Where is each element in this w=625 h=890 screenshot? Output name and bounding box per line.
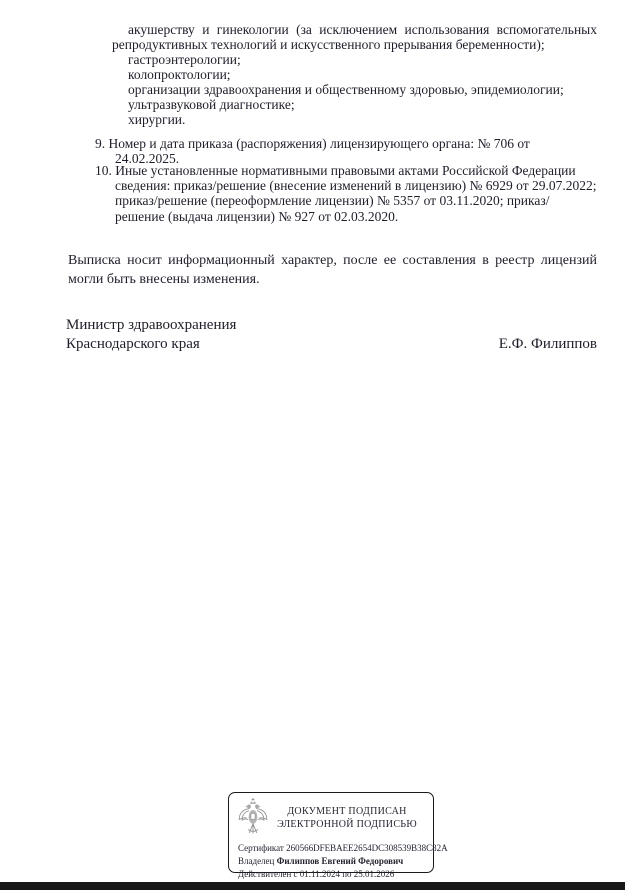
service-item: организации здравоохранения и общественному здоровью, эпидемиологии; bbox=[128, 82, 564, 97]
service-item: ультразвуковой диагностике; bbox=[128, 97, 295, 112]
certificate-line: Сертификат 260566DFEBAEE2654DC308539B38C82A bbox=[238, 843, 448, 853]
signer-position-line1: Министр здравоохранения bbox=[66, 317, 237, 333]
service-item: колопроктологии; bbox=[128, 67, 231, 82]
signer-position-line2: Краснодарского края bbox=[66, 336, 200, 352]
signer-name: Е.Ф. Филиппов bbox=[498, 336, 597, 352]
clause-10 bbox=[95, 163, 597, 224]
signature-block bbox=[66, 316, 597, 354]
services-intro: акушерству и гинекологии (за исключением использования вспомогательных репродуктивных технологий и искусственного прерывания беременности); bbox=[112, 22, 597, 52]
clause-text: Номер и дата приказа (распоряжения) лицензирующего органа: № 706 от 24.02.2025. bbox=[108, 136, 530, 167]
stamp-title-line1: ДОКУМЕНТ ПОДПИСАН bbox=[287, 806, 407, 817]
validity-line: Действителен с 01.11.2024 по 25.01.2026 bbox=[238, 869, 395, 879]
service-item: гастроэнтерологии; bbox=[128, 52, 241, 67]
stamp-title bbox=[269, 805, 425, 831]
certificate-number: 260566DFEBAEE2654DC308539B38C82A bbox=[286, 843, 448, 853]
service-item: хирургии. bbox=[128, 112, 186, 127]
owner-line: Владелец Филиппов Евгений Федорович bbox=[238, 856, 404, 866]
services-list bbox=[112, 22, 597, 127]
stamp-title-line2: ЭЛЕКТРОННОЙ ПОДПИСЬЮ bbox=[277, 819, 417, 830]
owner-name: Филиппов Евгений Федорович bbox=[276, 856, 404, 866]
clause-text: Иные установленные нормативными правовыми актами Российской Федерации сведения: приказ/решение (внесение изменений в лицензию) № 6929 от 29.07.2022; приказ/решение (переоформление лицензии) № 5357 от 03.11.2020; приказ/решение (выдача лицензии) № 927 от 02.03.2020. bbox=[115, 163, 597, 224]
digital-signature-stamp bbox=[228, 792, 448, 879]
disclaimer-text: Выписка носит информационный характер, после ее составления в реестр лицензий могли быть внесены изменения. bbox=[68, 253, 597, 287]
clause-number: 10. bbox=[95, 163, 112, 178]
double-headed-eagle-icon bbox=[237, 797, 269, 839]
viewer-bottom-bar bbox=[0, 882, 625, 890]
clause-9 bbox=[95, 136, 597, 167]
clause-number: 9. bbox=[95, 136, 106, 151]
